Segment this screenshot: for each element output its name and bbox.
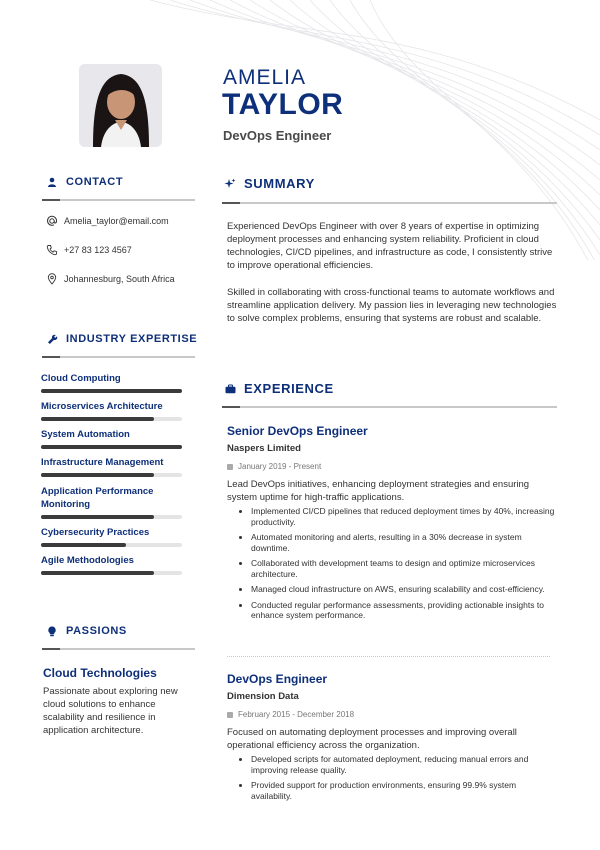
- calendar-icon: [227, 464, 233, 470]
- skill-item: Cybersecurity Practices: [41, 527, 182, 540]
- expertise-divider: [42, 356, 195, 358]
- passion-title: Cloud Technologies: [43, 666, 157, 680]
- job-description: Focused on automating deployment processes and improving overall operational efficiency across the organization.: [227, 727, 517, 751]
- skill-item: Agile Methodologies: [41, 555, 182, 568]
- skill-bar-fill: [41, 571, 154, 575]
- skill-bar: [41, 445, 182, 449]
- first-name: AMELIA: [223, 66, 307, 89]
- skill-bar-fill: [41, 445, 182, 449]
- location-pin-icon: [46, 273, 58, 285]
- job-title: DevOps Engineer: [223, 128, 332, 143]
- at-sign-icon: [46, 215, 58, 227]
- summary-heading: SUMMARY: [224, 176, 315, 191]
- skill-bar: [41, 389, 182, 393]
- job-company: Dimension Data: [227, 691, 299, 702]
- job-description: Lead DevOps initiatives, enhancing deployment strategies and ensuring system uptime for high-traffic applications.: [227, 479, 530, 503]
- bullet-item: Conducted regular performance assessments, providing actionable insights to enhance system performance.: [251, 600, 557, 621]
- job-separator: [227, 656, 550, 657]
- summary-divider: [222, 202, 557, 204]
- lightbulb-icon: [46, 625, 58, 637]
- skill-bar-fill: [41, 389, 182, 393]
- contact-email[interactable]: [46, 215, 169, 227]
- skill-bar: [41, 543, 182, 547]
- calendar-icon: [227, 712, 233, 718]
- person-icon: [46, 176, 58, 188]
- passion-description: Passionate about exploring new cloud solutions to enhance scalability and resilience in application architecture.: [43, 686, 178, 736]
- contact-phone[interactable]: [46, 244, 132, 256]
- sparkle-icon: [224, 178, 236, 190]
- email-text[interactable]: Amelia_taylor@email.com: [64, 216, 169, 226]
- skill-item: System Automation: [41, 429, 182, 442]
- skill-bar: [41, 515, 182, 519]
- skill-bar-fill: [41, 417, 154, 421]
- skill-item: Infrastructure Management: [41, 457, 182, 470]
- job-dates: January 2019 - Present: [227, 462, 321, 471]
- skill-item: Application Performance Monitoring: [41, 486, 182, 511]
- skill-bar-fill: [41, 543, 126, 547]
- experience-divider: [222, 406, 557, 408]
- skill-bar: [41, 571, 182, 575]
- briefcase-icon: [224, 383, 236, 395]
- phone-icon: [46, 244, 58, 256]
- bullet-item: Provided support for production environments, ensuring 99.9% system availability.: [251, 780, 557, 801]
- bullet-item: Collaborated with development teams to design and optimize microservices architecture.: [251, 558, 557, 579]
- job-dates: February 2015 - December 2018: [227, 710, 354, 719]
- experience-heading: EXPERIENCE: [224, 381, 334, 396]
- last-name: TAYLOR: [222, 88, 344, 121]
- location-text: Johannesburg, South Africa: [64, 274, 175, 284]
- summary-paragraph: Experienced DevOps Engineer with over 8 years of expertise in optimizing deployment processes and enhancing system reliability. Proficient in cloud technologies, CI/CD pipelines, and infrastructure as code, I consistently strive to improve operational efficiencies.: [227, 221, 553, 271]
- contact-location: [46, 273, 175, 285]
- skill-bar: [41, 473, 182, 477]
- skill-bar: [41, 417, 182, 421]
- bullet-item: Implemented CI/CD pipelines that reduced deployment times by 40%, increasing productivity.: [251, 506, 557, 527]
- skill-item: Microservices Architecture: [41, 401, 182, 414]
- passions-divider: [42, 648, 195, 650]
- bullet-item: Managed cloud infrastructure on AWS, ensuring scalability and cost-efficiency.: [251, 584, 557, 595]
- skill-bar-fill: [41, 473, 154, 477]
- skill-item: Cloud Computing: [41, 373, 182, 386]
- job-role: DevOps Engineer: [227, 672, 328, 686]
- summary-paragraph: Skilled in collaborating with cross-functional teams to automate workflows and streamline application delivery. My passion lies in leveraging new technologies to solve complex problems, ensuring that systems are robust and scalable.: [227, 287, 557, 324]
- job-role: Senior DevOps Engineer: [227, 424, 368, 438]
- job-bullets: [251, 506, 557, 626]
- profile-photo: [79, 64, 162, 147]
- bullet-item: Automated monitoring and alerts, resulting in a 30% decrease in system downtime.: [251, 532, 557, 553]
- wrench-icon: [46, 333, 58, 345]
- expertise-heading: INDUSTRY EXPERTISE: [46, 333, 197, 345]
- contact-heading: CONTACT: [46, 176, 123, 188]
- job-bullets: [251, 754, 557, 806]
- bullet-item: Developed scripts for automated deployment, reducing manual errors and improving release quality.: [251, 754, 557, 775]
- passions-heading: PASSIONS: [46, 625, 127, 637]
- phone-text[interactable]: +27 83 123 4567: [64, 245, 132, 255]
- contact-divider: [42, 199, 195, 201]
- skill-bar-fill: [41, 515, 154, 519]
- job-company: Naspers Limited: [227, 443, 301, 454]
